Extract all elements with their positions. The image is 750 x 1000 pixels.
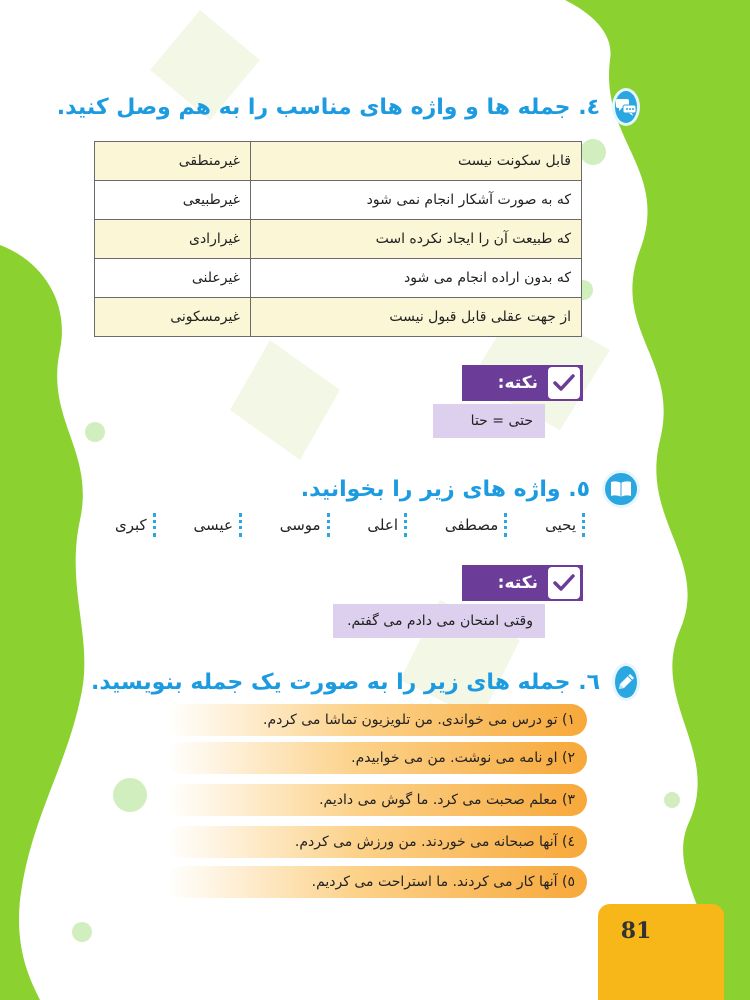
word-item <box>367 513 407 537</box>
word-text: کبری <box>115 516 147 534</box>
section4-title: ٤. جمله ها و واژه های مناسب را به هم وصل کنید. <box>56 94 600 120</box>
table-cell-sentence: که به صورت آشکار انجام نمی شود <box>251 181 582 220</box>
sentence-item: ٤) آنها صبحانه می خوردند. من ورزش می کردم. <box>167 826 587 858</box>
table-row <box>95 298 582 337</box>
word-text: عیسی <box>193 516 233 534</box>
matching-table <box>94 141 582 337</box>
table-cell-word: غیرمنطقی <box>95 142 251 181</box>
section6-title: ٦. جمله های زیر را به صورت یک جمله بنویسید. <box>90 669 600 695</box>
note1-text: حتی = حتا <box>433 404 545 438</box>
dotted-separator <box>404 513 407 537</box>
note1-header <box>462 365 583 401</box>
word-text: موسی <box>279 516 321 534</box>
note1-label: نکته: <box>497 373 538 393</box>
dotted-separator <box>327 513 330 537</box>
checkmark-icon <box>548 367 580 399</box>
table-cell-word: غیرمسکونی <box>95 298 251 337</box>
sentence-item: ۲) او نامه می نوشت. من می خوابیدم. <box>167 742 587 774</box>
table-cell-word: غیرارادی <box>95 220 251 259</box>
section6-heading <box>90 663 640 701</box>
checkmark-icon <box>548 567 580 599</box>
note2-text: وقتی امتحان می دادم می گفتم. <box>333 604 545 638</box>
open-book-icon <box>602 470 640 508</box>
table-row <box>95 142 582 181</box>
dotted-separator <box>239 513 242 537</box>
word-item <box>194 513 242 537</box>
note2-label: نکته: <box>497 573 538 593</box>
section5-heading <box>300 470 640 508</box>
pencil-icon <box>612 663 640 701</box>
table-cell-sentence: قابل سکونت نیست <box>251 142 582 181</box>
page-number: 81 <box>620 918 652 944</box>
section4-heading <box>56 88 640 126</box>
word-text: مصطفی <box>444 516 499 534</box>
note2-header <box>462 565 583 601</box>
chat-bubbles-icon <box>612 88 640 126</box>
word-item <box>115 513 156 537</box>
sentence-item: ۱) تو درس می خواندی. من تلویزیون تماشا می کردم. <box>167 704 587 736</box>
table-cell-sentence: که طبیعت آن را ایجاد نکرده است <box>251 220 582 259</box>
dotted-separator <box>582 513 585 537</box>
word-text: یحیی <box>545 516 576 534</box>
word-list <box>115 510 585 540</box>
dotted-separator <box>504 513 507 537</box>
table-row <box>95 181 582 220</box>
dotted-separator <box>153 513 156 537</box>
word-item <box>280 513 330 537</box>
table-cell-sentence: از جهت عقلی قابل قبول نیست <box>251 298 582 337</box>
green-wave-left <box>0 245 84 1000</box>
table-cell-word: غیرعلنی <box>95 259 251 298</box>
table-row <box>95 220 582 259</box>
table-cell-sentence: که بدون اراده انجام می شود <box>251 259 582 298</box>
page-number-box <box>598 904 724 1000</box>
sentence-item: ۳) معلم صحبت می کرد. ما گوش می دادیم. <box>167 784 587 816</box>
section5-title: ٥. واژه های زیر را بخوانید. <box>300 476 590 502</box>
word-item <box>445 513 507 537</box>
word-text: اعلی <box>367 516 399 534</box>
table-row <box>95 259 582 298</box>
word-item <box>545 513 585 537</box>
table-cell-word: غیرطبیعی <box>95 181 251 220</box>
sentence-item: ٥) آنها کار می کردند. ما استراحت می کردیم. <box>167 866 587 898</box>
